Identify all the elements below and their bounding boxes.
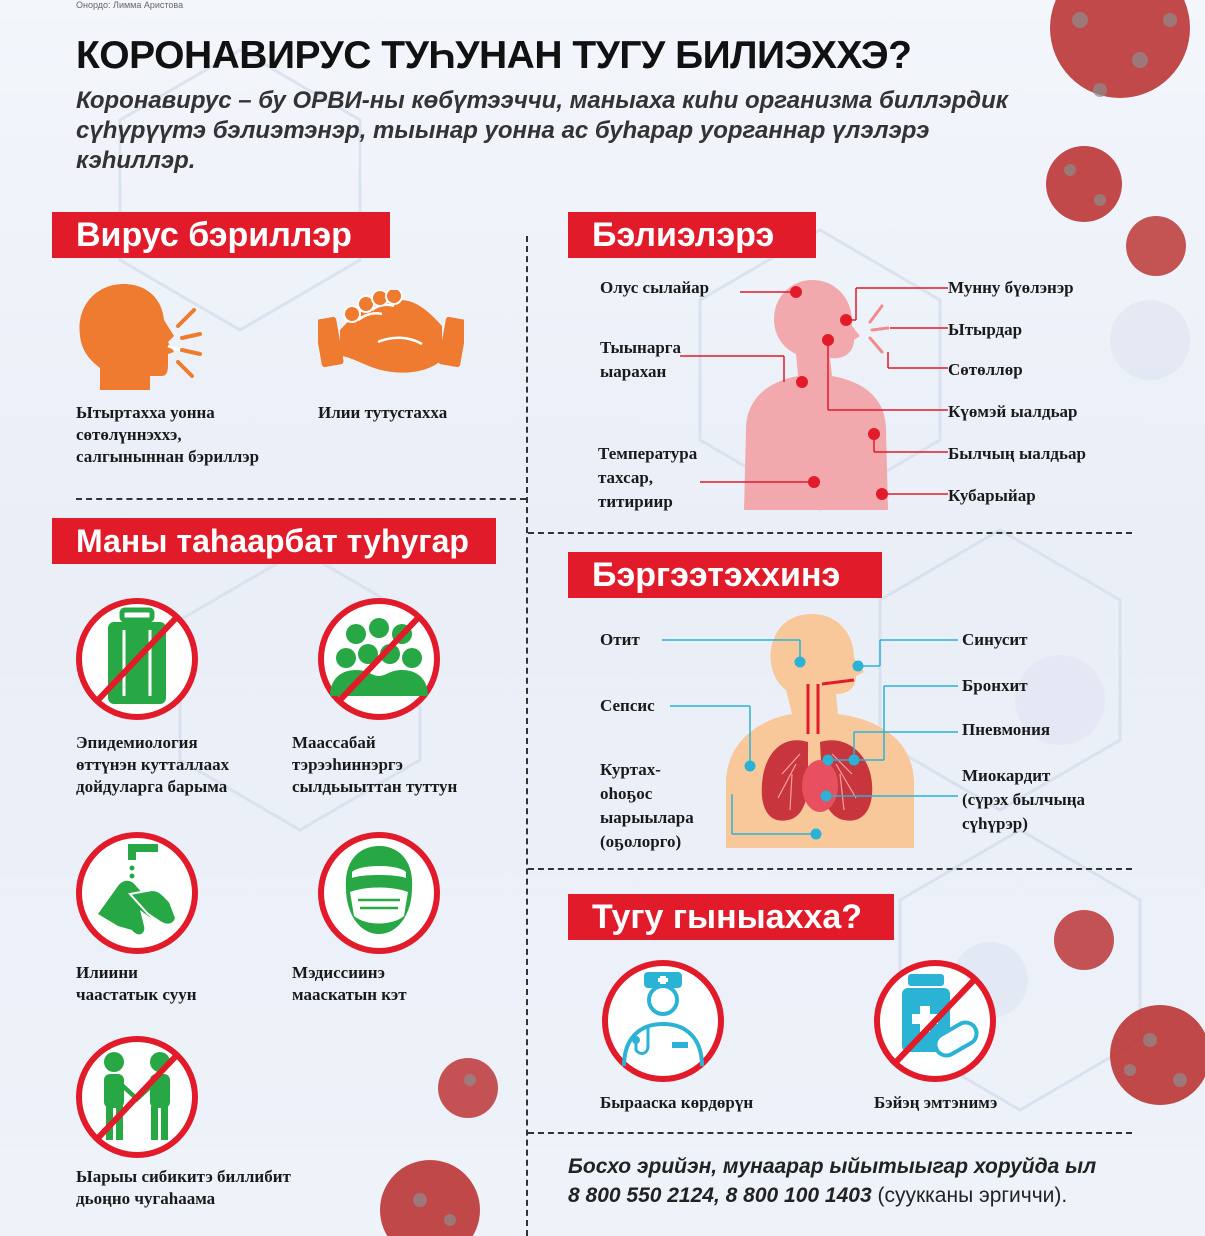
no-contact-icon bbox=[74, 1034, 200, 1160]
hotline-info bbox=[568, 1152, 1096, 1210]
vertical-divider bbox=[526, 236, 528, 1236]
divider-right-1 bbox=[528, 532, 1132, 534]
symptom-fatigue: Олус сылайар bbox=[600, 278, 710, 297]
section-transmission: Вирус бэриллэр bbox=[52, 212, 390, 258]
symptom-pallor: Кубарыйар bbox=[948, 486, 1036, 505]
symptom-cough: Сөтөллөр bbox=[948, 360, 1023, 379]
credit-text: Онордо: Лимма Аристова bbox=[76, 0, 184, 10]
complication-sinusitis: Синусит bbox=[962, 630, 1028, 649]
hotline-phones[interactable]: 8 800 550 2124, 8 800 100 1403 bbox=[568, 1184, 872, 1207]
prevention-caption-mask: Мэдиссиинэ мааскатын кэт bbox=[292, 963, 407, 1004]
complication-myocarditis: Миокардит (сүрэх былчыңа сүһүрэр) bbox=[962, 766, 1086, 833]
transmission-caption-cough: Ытыртахха уонна сөтөлүннэххэ, салгыныннан бэриллэр bbox=[76, 403, 260, 466]
no-medicine-icon bbox=[872, 958, 998, 1084]
divider-right-2 bbox=[528, 868, 1132, 870]
complication-sepsis: Сепсис bbox=[600, 696, 655, 715]
divider-left bbox=[76, 498, 526, 500]
page-subtitle: Коронавирус – бу ОРВИ-ны көбүтээччи, маныаха киһи организма биллэрдик сүһүрүүтэ бэлиэтэнэр, тыынар уонна ас буһарар уорганнар үлэлэрэ кэһиллэр. bbox=[76, 87, 1008, 174]
complication-bronchitis: Бронхит bbox=[962, 676, 1028, 695]
section-symptoms: Бэлиэлэрэ bbox=[568, 212, 816, 258]
section-what-to-do: Тугу гыныахха? bbox=[568, 894, 894, 940]
hotline-text: Босхо эрийэн, мунаарар ыйытыыгар хоруйда ыл bbox=[568, 1155, 1097, 1178]
complication-gastro: Куртах- oһоҕос ыарыылара (оҕолорго) bbox=[600, 760, 694, 851]
todo-caption-doctor: Бырааска көрдөрүн bbox=[600, 1093, 754, 1112]
face-mask-icon bbox=[316, 830, 442, 956]
no-crowd-icon bbox=[316, 596, 442, 722]
complication-otitis: Отит bbox=[600, 630, 640, 649]
coughing-person-icon bbox=[76, 284, 202, 392]
doctor-icon bbox=[600, 958, 726, 1084]
prevention-caption-washing: Илиини чаастатык суун bbox=[76, 963, 197, 1004]
symptom-sneezing: Ытырдар bbox=[948, 320, 1023, 339]
todo-caption-no-self-medication: Бэйэң эмтэнимэ bbox=[874, 1093, 998, 1112]
prevention-caption-crowd: Маассабай тэрээһиннэргэ сылдьыыттан туттун bbox=[292, 733, 458, 796]
hotline-note: (суукканы эргиччи). bbox=[877, 1184, 1068, 1207]
no-luggage-icon bbox=[74, 596, 200, 722]
symptom-nasal-congestion: Мунну бүөлэнэр bbox=[948, 278, 1074, 297]
symptom-muscle-pain: Былчың ыалдьар bbox=[948, 444, 1086, 463]
divider-right-3 bbox=[528, 1132, 1132, 1134]
transmission-caption-handshake: Илии тутустахха bbox=[318, 403, 448, 422]
handwashing-icon bbox=[74, 830, 200, 956]
prevention-caption-travel: Эпидемиология өттүнэн кутталлаах дойдуларга барыма bbox=[76, 733, 230, 796]
symptom-breathing: Тыынарга ыарахан bbox=[600, 338, 682, 381]
handshake-icon bbox=[318, 290, 464, 376]
complication-pneumonia: Пневмония bbox=[962, 720, 1051, 739]
page-title: КОРОНАВИРУС ТУҺУНАН ТУГУ БИЛИЭХХЭ? bbox=[76, 34, 912, 77]
section-prevention: Маны таһаарбат туһугар bbox=[52, 518, 496, 564]
section-complications: Бэргээтэххинэ bbox=[568, 552, 882, 598]
symptom-sore-throat: Күөмэй ыалдьар bbox=[948, 402, 1078, 421]
symptom-fever: Температура тахсар, титириир bbox=[598, 444, 698, 511]
prevention-caption-contact: Ыарыы сибикитэ биллибит дьоңно чугаһаама bbox=[76, 1167, 291, 1208]
